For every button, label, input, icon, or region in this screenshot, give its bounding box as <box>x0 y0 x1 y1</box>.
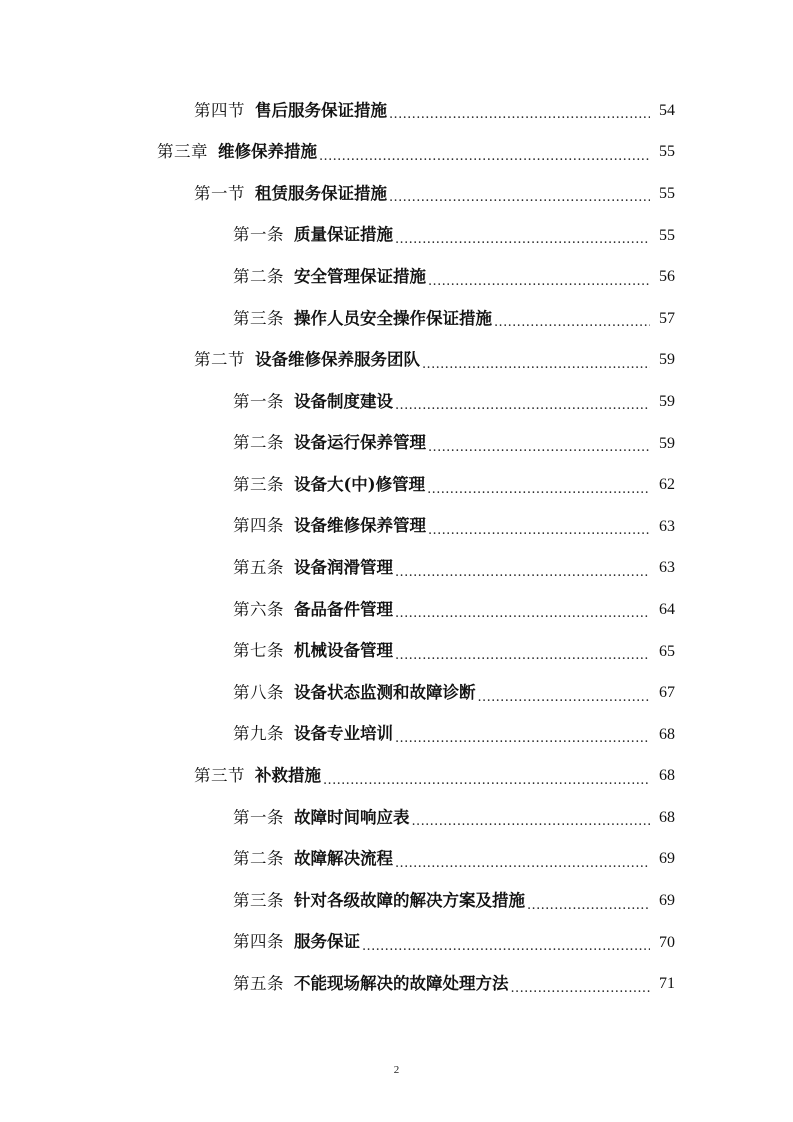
toc-entry-page-number: 68 <box>659 808 675 826</box>
toc-dot-leader <box>395 607 650 620</box>
toc-dot-leader <box>395 857 650 870</box>
toc-entry-title: 备品备件管理 <box>294 599 393 619</box>
toc-entry[interactable] <box>0 464 793 506</box>
toc-entry[interactable] <box>0 132 793 174</box>
toc-entry[interactable] <box>0 672 793 714</box>
toc-entry-page-number: 62 <box>659 476 675 494</box>
toc-entry-page-number: 55 <box>659 143 675 161</box>
toc-entry-label: 第三节 <box>194 766 245 786</box>
toc-entry-page-number: 57 <box>659 309 675 327</box>
toc-entry[interactable] <box>0 589 793 631</box>
toc-dot-leader <box>395 649 650 662</box>
toc-dot-leader <box>323 774 650 787</box>
toc-entry-title: 设备润滑管理 <box>294 558 393 578</box>
toc-entry[interactable] <box>0 631 793 673</box>
toc-entry[interactable] <box>0 839 793 881</box>
toc-dot-leader <box>427 483 650 496</box>
toc-entry-label: 第七条 <box>233 641 284 661</box>
toc-entry-page-number: 63 <box>659 517 675 535</box>
toc-entry-page-number: 55 <box>659 184 675 202</box>
toc-dot-leader <box>478 691 651 704</box>
toc-entry-page-number: 55 <box>659 226 675 244</box>
toc-entry-page-number: 59 <box>659 434 675 452</box>
toc-entry[interactable] <box>0 423 793 465</box>
toc-entry[interactable] <box>0 340 793 382</box>
toc-entry-page-number: 69 <box>659 850 675 868</box>
toc-entry-label: 第四条 <box>233 932 284 952</box>
toc-dot-leader <box>412 815 651 828</box>
toc-entry-title: 设备专业培训 <box>294 724 393 744</box>
toc-entry-label: 第九条 <box>233 724 284 744</box>
toc-entry[interactable] <box>0 714 793 756</box>
toc-entry[interactable] <box>0 173 793 215</box>
toc-dot-leader <box>428 441 650 454</box>
toc-entry[interactable] <box>0 797 793 839</box>
table-of-contents <box>0 90 793 1005</box>
toc-entry-page-number: 56 <box>659 268 675 286</box>
toc-dot-leader <box>428 275 650 288</box>
toc-entry-page-number: 63 <box>659 559 675 577</box>
toc-entry-label: 第五条 <box>233 558 284 578</box>
toc-entry-label: 第三章 <box>157 142 208 162</box>
toc-entry-page-number: 70 <box>659 933 675 951</box>
toc-entry-label: 第二条 <box>233 266 284 286</box>
toc-entry-page-number: 64 <box>659 600 675 618</box>
toc-dot-leader <box>395 566 650 579</box>
toc-entry-title: 质量保证措施 <box>294 225 393 245</box>
toc-entry[interactable] <box>0 963 793 1005</box>
toc-entry-page-number: 59 <box>659 392 675 410</box>
toc-entry-label: 第一条 <box>233 391 284 411</box>
toc-entry-title: 设备维修保养管理 <box>294 516 426 536</box>
toc-dot-leader <box>389 191 650 204</box>
toc-entry-page-number: 71 <box>659 975 675 993</box>
toc-dot-leader <box>395 732 650 745</box>
toc-entry-label: 第一条 <box>233 225 284 245</box>
toc-dot-leader <box>319 150 650 163</box>
toc-dot-leader <box>362 940 650 953</box>
toc-dot-leader <box>395 233 650 246</box>
toc-entry[interactable] <box>0 256 793 298</box>
toc-entry-title: 售后服务保证措施 <box>255 100 387 120</box>
toc-entry-title: 设备制度建设 <box>294 391 393 411</box>
toc-entry-title: 补救措施 <box>255 766 321 786</box>
toc-entry-label: 第六条 <box>233 599 284 619</box>
toc-entry-page-number: 54 <box>659 101 675 119</box>
toc-entry-title: 操作人员安全操作保证措施 <box>294 308 492 328</box>
toc-entry-page-number: 67 <box>659 684 675 702</box>
toc-dot-leader <box>494 316 650 329</box>
toc-entry-label: 第二节 <box>194 350 245 370</box>
toc-entry-title: 故障时间响应表 <box>294 807 410 827</box>
toc-entry-label: 第一节 <box>194 183 245 203</box>
toc-entry-title: 维修保养措施 <box>218 142 317 162</box>
toc-entry[interactable] <box>0 381 793 423</box>
toc-entry-page-number: 65 <box>659 642 675 660</box>
toc-entry[interactable] <box>0 215 793 257</box>
toc-entry-title: 设备运行保养管理 <box>294 433 426 453</box>
toc-entry-label: 第三条 <box>233 890 284 910</box>
toc-entry-page-number: 69 <box>659 892 675 910</box>
page-number: 2 <box>393 1064 400 1076</box>
toc-entry[interactable] <box>0 756 793 798</box>
toc-entry[interactable] <box>0 90 793 132</box>
toc-entry-title: 设备维修保养服务团队 <box>255 350 420 370</box>
toc-dot-leader <box>527 899 650 912</box>
toc-entry-title: 安全管理保证措施 <box>294 266 426 286</box>
toc-entry-label: 第一条 <box>233 807 284 827</box>
toc-entry-label: 第八条 <box>233 682 284 702</box>
toc-entry-page-number: 68 <box>659 725 675 743</box>
toc-entry[interactable] <box>0 298 793 340</box>
toc-entry-label: 第二条 <box>233 849 284 869</box>
toc-entry-title: 针对各级故障的解决方案及措施 <box>294 890 525 910</box>
toc-entry-label: 第四条 <box>233 516 284 536</box>
toc-entry-title: 服务保证 <box>294 932 360 952</box>
toc-entry-label: 第二条 <box>233 433 284 453</box>
toc-entry-title: 设备大(中)修管理 <box>294 474 426 494</box>
toc-entry[interactable] <box>0 506 793 548</box>
toc-dot-leader <box>422 358 650 371</box>
toc-entry[interactable] <box>0 922 793 964</box>
toc-entry-title: 机械设备管理 <box>294 641 393 661</box>
toc-dot-leader <box>389 108 650 121</box>
toc-entry-page-number: 59 <box>659 351 675 369</box>
toc-entry-title: 设备状态监测和故障诊断 <box>294 682 476 702</box>
toc-entry-title: 租赁服务保证措施 <box>255 183 387 203</box>
toc-entry-label: 第三条 <box>233 308 284 328</box>
toc-entry-label: 第四节 <box>194 100 245 120</box>
toc-dot-leader <box>511 982 651 995</box>
toc-entry-title: 不能现场解决的故障处理方法 <box>294 974 509 994</box>
toc-entry[interactable] <box>0 548 793 590</box>
toc-entry[interactable] <box>0 880 793 922</box>
toc-entry-label: 第三条 <box>233 474 284 494</box>
toc-entry-label: 第五条 <box>233 974 284 994</box>
toc-dot-leader <box>428 524 650 537</box>
toc-dot-leader <box>395 399 650 412</box>
toc-entry-title: 故障解决流程 <box>294 849 393 869</box>
toc-entry-page-number: 68 <box>659 767 675 785</box>
